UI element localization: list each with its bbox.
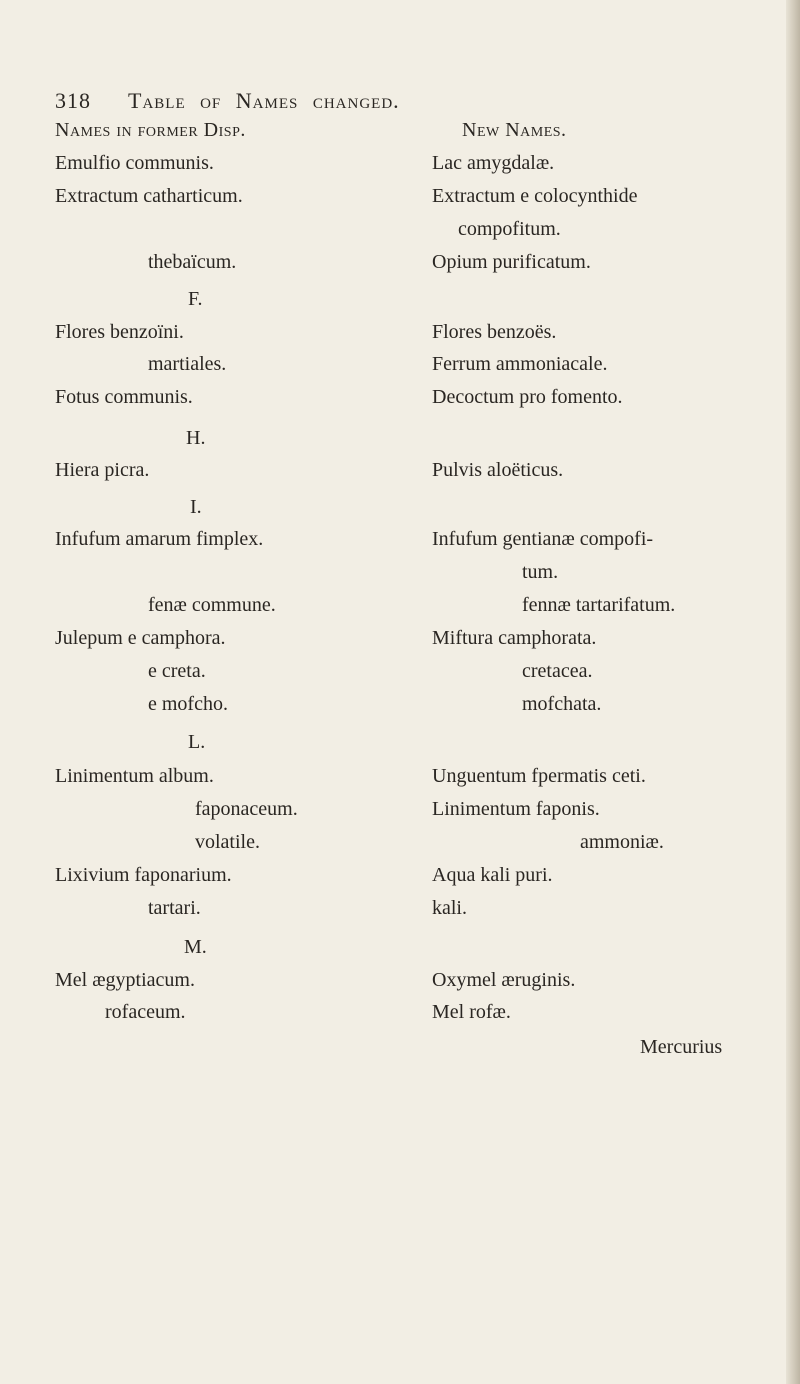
section-letter: F. xyxy=(188,288,203,310)
new-name: Infufum gentianæ compofi- xyxy=(432,528,654,550)
page-edge-shadow xyxy=(786,0,800,1384)
new-name: cretacea. xyxy=(522,660,593,682)
old-name: rofaceum. xyxy=(105,1001,186,1023)
old-name: fenæ commune. xyxy=(148,594,276,616)
new-name: Ferrum ammoniacale. xyxy=(432,353,608,375)
new-name: Unguentum fpermatis ceti. xyxy=(432,765,646,787)
new-name: Aqua kali puri. xyxy=(432,864,553,886)
new-name: Mel rofæ. xyxy=(432,1001,511,1023)
new-name: Flores benzoës. xyxy=(432,321,557,343)
running-title: Table of Names changed. xyxy=(128,88,400,113)
old-name: Hiera picra. xyxy=(55,459,150,481)
old-name: Infufum amarum fimplex. xyxy=(55,528,264,550)
new-name: Miftura camphorata. xyxy=(432,627,597,649)
old-name: Emulfio communis. xyxy=(55,152,214,174)
new-name: Oxymel æruginis. xyxy=(432,969,576,991)
old-name: Fotus communis. xyxy=(55,386,193,408)
old-name: faponaceum. xyxy=(195,798,298,820)
new-name: Opium purificatum. xyxy=(432,251,591,273)
catchword: Mercurius xyxy=(640,1036,723,1058)
section-letter: L. xyxy=(188,731,206,753)
old-name: Extractum catharticum. xyxy=(55,185,243,207)
page-number: 318 xyxy=(55,88,91,113)
new-name: ammoniæ. xyxy=(580,831,664,853)
left-column-header: Names in former Disp. xyxy=(55,119,246,141)
old-name: e creta. xyxy=(148,660,206,682)
new-name: Decoctum pro fomento. xyxy=(432,386,623,408)
new-name: kali. xyxy=(432,897,467,919)
old-name: thebaïcum. xyxy=(148,251,237,273)
new-name: Lac amygdalæ. xyxy=(432,152,555,174)
new-name: Extractum e colocynthide xyxy=(432,185,638,207)
section-letter: M. xyxy=(184,936,207,958)
old-name: volatile. xyxy=(195,831,260,853)
old-name: Mel ægyptiacum. xyxy=(55,969,195,991)
new-name: Pulvis aloëticus. xyxy=(432,459,564,481)
new-name: fennæ tartarifatum. xyxy=(522,594,676,616)
new-name: mofchata. xyxy=(522,693,602,715)
old-name: tartari. xyxy=(148,897,201,919)
new-name: tum. xyxy=(522,561,559,583)
old-name: e mofcho. xyxy=(148,693,228,715)
new-name: compofitum. xyxy=(458,218,561,240)
right-column-header: New Names. xyxy=(462,119,567,141)
old-name: Linimentum album. xyxy=(55,765,214,787)
old-name: Flores benzoïni. xyxy=(55,321,184,343)
section-letter: H. xyxy=(186,427,206,449)
old-name: martiales. xyxy=(148,353,227,375)
new-name: Linimentum faponis. xyxy=(432,798,600,820)
section-letter: I. xyxy=(190,496,202,518)
old-name: Lixivium faponarium. xyxy=(55,864,232,886)
old-name: Julepum e camphora. xyxy=(55,627,226,649)
